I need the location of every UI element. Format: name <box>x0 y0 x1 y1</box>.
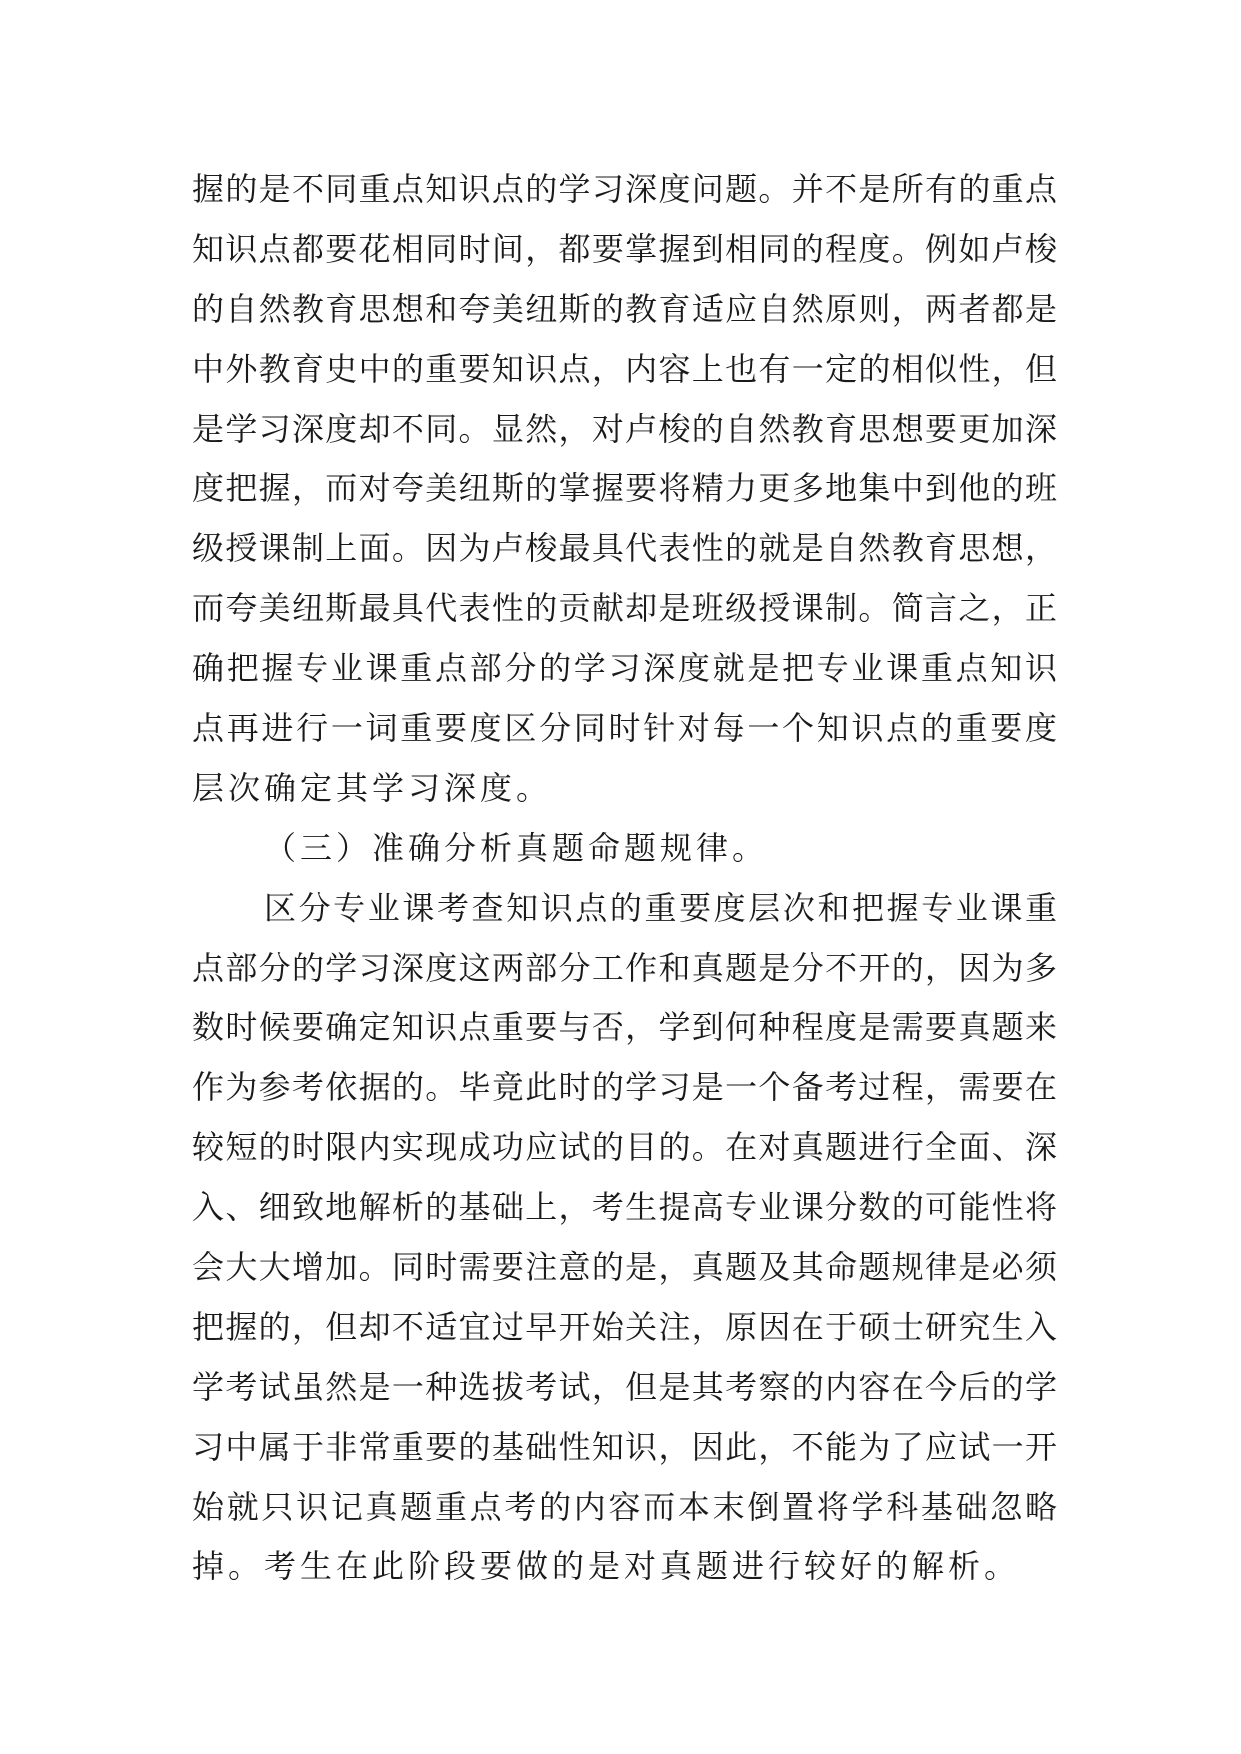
paragraph-line: 点部分的学习深度这两部分工作和真题是分不开的，因为多 <box>192 948 1057 987</box>
document-body <box>192 160 1057 1597</box>
paragraph-line: 确把握专业课重点部分的学习深度就是把专业课重点知识 <box>192 649 1057 688</box>
paragraph-line: 知识点都要花相同时间，都要掌握到相同的程度。例如卢梭 <box>192 229 1057 268</box>
paragraph-line: 而夸美纽斯最具代表性的贡献却是班级授课制。简言之，正 <box>192 589 1057 628</box>
paragraph-line: 的自然教育思想和夸美纽斯的教育适应自然原则，两者都是 <box>192 289 1057 328</box>
paragraph-line: 握的是不同重点知识点的学习深度问题。并不是所有的重点 <box>192 170 1057 208</box>
paragraph-line: 学考试虽然是一种选拔考试，但是其考察的内容在今后的学 <box>192 1367 1057 1406</box>
paragraph-line: 习中属于非常重要的基础性知识，因此，不能为了应试一开 <box>192 1427 1057 1466</box>
paragraph-line: 较短的时限内实现成功应试的目的。在对真题进行全面、深 <box>192 1128 1057 1167</box>
paragraph-line: 度把握，而对夸美纽斯的掌握要将精力更多地集中到他的班 <box>192 469 1057 508</box>
paragraph-line: 数时候要确定知识点重要与否，学到何种程度是需要真题来 <box>192 1008 1057 1047</box>
paragraph-line: 把握的，但却不适宜过早开始关注，原因在于硕士研究生入 <box>192 1307 1057 1346</box>
paragraph-2 <box>192 879 1057 1598</box>
paragraph-line: 会大大增加。同时需要注意的是，真题及其命题规律是必须 <box>192 1248 1057 1287</box>
paragraph-line: 中外教育史中的重要知识点，内容上也有一定的相似性，但 <box>192 349 1057 388</box>
paragraph-line: 点再进行一词重要度区分同时针对每一个知识点的重要度 <box>192 709 1057 748</box>
paragraph-line: 始就只识记真题重点考的内容而本末倒置将学科基础忽略 <box>192 1487 1057 1526</box>
paragraph-1 <box>192 160 1057 819</box>
paragraph-line: 入、细致地解析的基础上，考生提高专业课分数的可能性将 <box>192 1188 1057 1227</box>
paragraph-line: 掉。考生在此阶段要做的是对真题进行较好的解析。 <box>192 1547 1021 1586</box>
paragraph-line: 级授课制上面。因为卢梭最具代表性的就是自然教育思想， <box>192 529 1057 568</box>
paragraph-line: 层次确定其学习深度。 <box>192 768 553 807</box>
paragraph-line: 是学习深度却不同。显然，对卢梭的自然教育思想要更加深 <box>192 409 1057 448</box>
paragraph-line: 区分专业课考查知识点的重要度层次和把握专业课重 <box>264 888 1057 927</box>
section-heading: （三）准确分析真题命题规律。 <box>264 828 769 867</box>
paragraph-line: 作为参考依据的。毕竟此时的学习是一个备考过程，需要在 <box>192 1068 1057 1107</box>
